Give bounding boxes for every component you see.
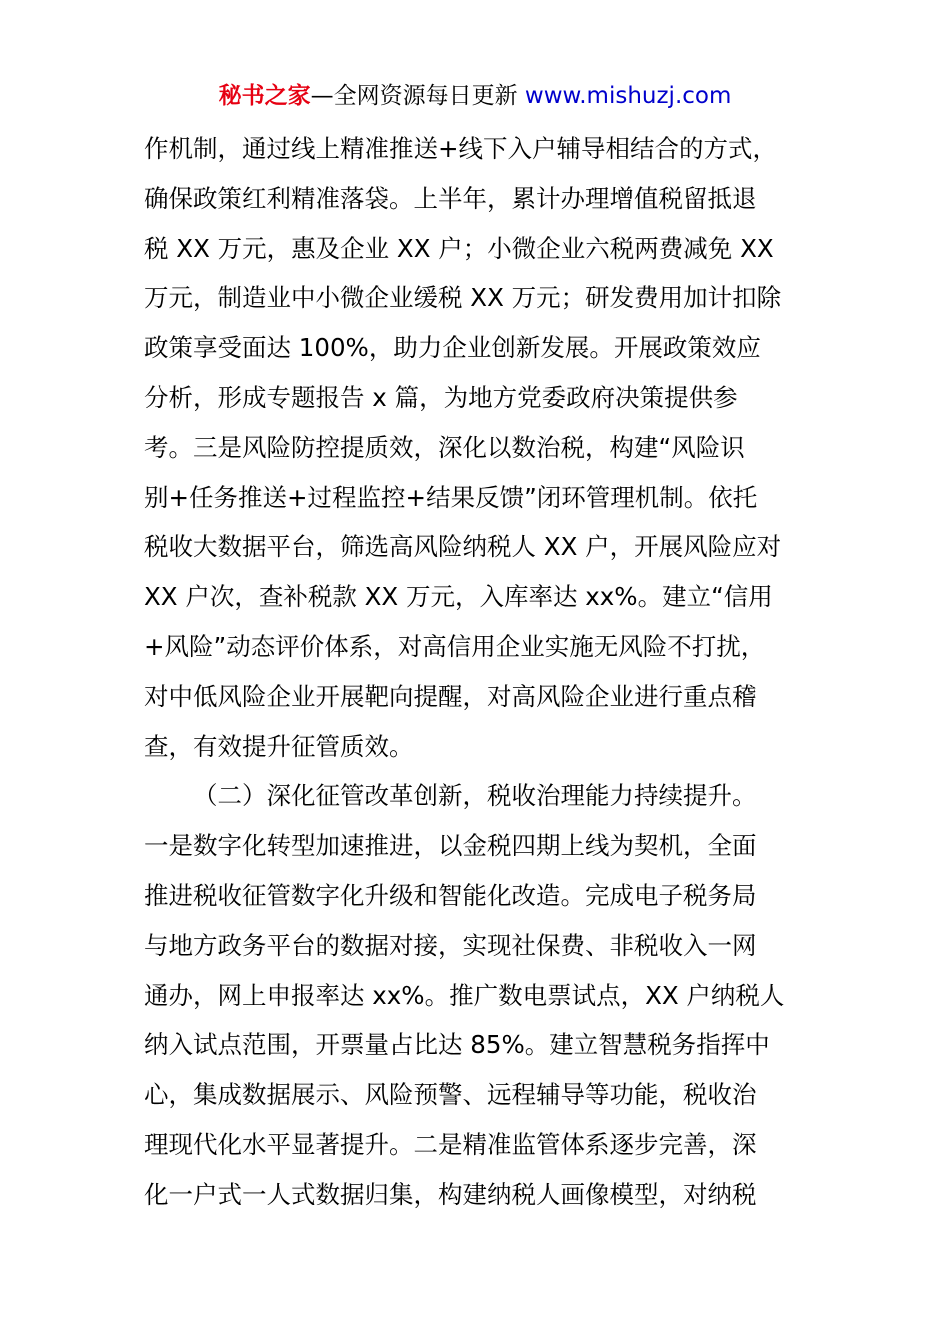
text-line: 万元，制造业中小微企业缓税 XX 万元；研发费用加计扣除 — [144, 283, 782, 313]
text-line: 政策享受面达 100%，助力企业创新发展。开展政策效应 — [144, 333, 761, 363]
site-url-link[interactable]: www.mishuzj.com — [524, 83, 732, 109]
text-line: 别+任务推送+过程监控+结果反馈”闭环管理机制。依托 — [144, 482, 758, 512]
text-line: 一是数字化转型加速推进，以金税四期上线为契机，全面 — [144, 831, 757, 861]
text-line: XX 户次，查补税款 XX 万元，入库率达 xx%。建立“信用 — [144, 582, 773, 612]
site-header — [0, 80, 950, 112]
text-line: 通办，网上申报率达 xx%。推广数电票试点，XX 户纳税人 — [144, 980, 785, 1010]
text-line: 税 XX 万元，惠及企业 XX 户；小微企业六税两费减免 XX — [144, 233, 774, 263]
site-tagline: —全网资源每日更新 — [310, 83, 518, 109]
text-line: 作机制，通过线上精准推送+线下入户辅导相结合的方式， — [144, 134, 778, 163]
text-line: 对中低风险企业开展靶向提醒，对高风险企业进行重点稽 — [144, 681, 757, 711]
text-line: +风险”动态评价体系，对高信用企业实施无风险不打扰， — [144, 631, 766, 661]
text-line: 理现代化水平显著提升。二是精准监管体系逐步完善，深 — [144, 1129, 757, 1159]
text-line: 与地方政务平台的数据对接，实现社保费、非税收入一网 — [144, 930, 757, 960]
text-line: 化一户式一人式数据归集，构建纳税人画像模型，对纳税 — [144, 1179, 757, 1209]
text-line: 确保政策红利精准落袋。上半年，累计办理增值税留抵退 — [144, 183, 757, 213]
text-line: 纳入试点范围，开票量占比达 85%。建立智慧税务指挥中 — [144, 1030, 770, 1060]
text-line: 推进税收征管数字化升级和智能化改造。完成电子税务局 — [144, 880, 757, 910]
text-line: 税收大数据平台，筛选高风险纳税人 XX 户，开展风险应对 — [144, 532, 782, 562]
section-heading: （二）深化征管改革创新，税收治理能力持续提升。 — [193, 781, 757, 811]
text-line: 心，集成数据展示、风险预警、远程辅导等功能，税收治 — [144, 1080, 757, 1110]
text-line: 考。三是风险防控提质效，深化以数治税，构建“风险识 — [144, 432, 745, 462]
document-body — [144, 124, 808, 1220]
site-brand-name: 秘书之家 — [218, 83, 311, 109]
text-line: 分析，形成专题报告 x 篇，为地方党委政府决策提供参 — [144, 382, 738, 412]
text-line: 查，有效提升征管质效。 — [144, 731, 414, 761]
